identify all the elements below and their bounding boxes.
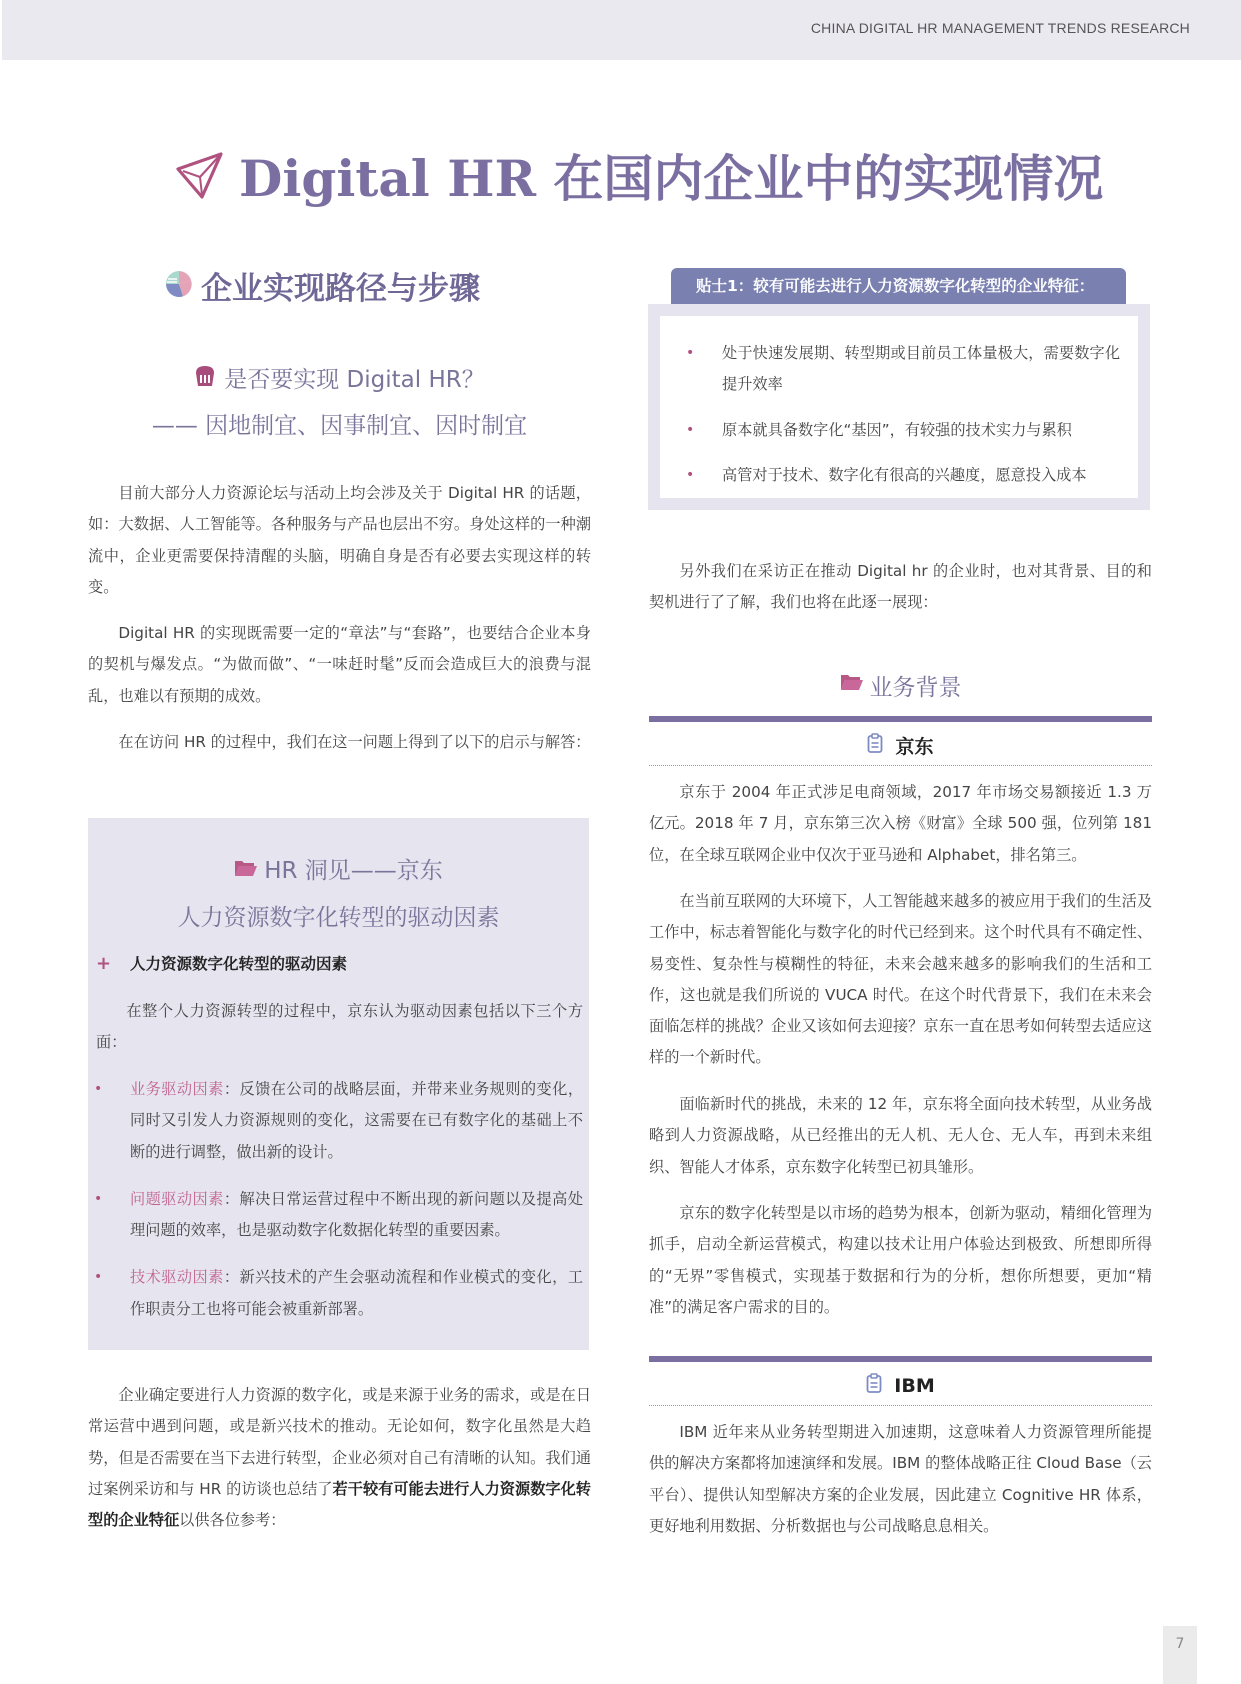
paper-plane-icon [175, 150, 225, 200]
insight-title-line2: 人力资源数字化转型的驱动因素 [177, 905, 500, 931]
question-line1: 是否要实现 Digital HR？ [224, 367, 485, 393]
list-item: • 处于快速发展期、转型期或目前员工体量极大，需要数字化提升效率 [680, 338, 1120, 401]
list-item: • 业务驱动因素：反馈在公司的战略层面，并带来业务规则的变化，同时又引发人力资源规则的变化，这需要在已有数字化的基础上不断的进行调整，做出新的设计。 [88, 1074, 583, 1168]
clipboard-icon [866, 1373, 882, 1398]
list-item: • 高管对于技术、数字化有很高的兴趣度，愿意投入成本 [680, 460, 1120, 491]
paragraph: 在当前互联网的大环境下，人工智能越来越多的被应用于我们的生活及工作中，标志着智能化与数字化的时代已经到来。这个时代具有不确定性、易变性、复杂性与模糊性的特征，未来会越来越多的影响我们的生活和工作，这也就是我们所说的 VUCA 时代。在这个时代背景下，我们在未来会面临怎样的挑战？企业又该如何去迎接？京东一直在思考如何转型去适应这样的一个新时代。 [649, 892, 1152, 1067]
page-title-text: Digital HR 在国内企业中的实现情况 [239, 149, 1104, 208]
bullet-icon: • [94, 1269, 103, 1286]
insight-intro: 在整个人力资源转型的过程中，京东认为驱动因素包括以下三个方面： [96, 1002, 583, 1052]
subsection-heading: 业务背景 [649, 665, 1152, 705]
tip-header: 贴士1：较有可能去进行人力资源数字化转型的企业特征： [671, 268, 1126, 304]
insight-title-line1: HR 洞见——京东 [264, 858, 443, 884]
paragraph: 另外我们在采访正在推动 Digital hr 的企业时，也对其背景、目的和契机进行了了解，我们也将在此逐一展现： [649, 562, 1152, 612]
paragraph: 在在访问 HR 的过程中，我们在这一问题上得到了以下的启示与解答： [118, 733, 591, 751]
section-heading-text: 企业实现路径与步骤 [201, 271, 480, 307]
paragraph: 目前大部分人力资源论坛与活动上均会涉及关于 Digital HR 的话题，如：大数据、人工智能等。各种服务与产品也层出不穷。身处这样的一种潮流中，企业更需要保持清醒的头脑，明确自身是否有必要去实现这样的转变。 [88, 484, 591, 596]
bullet-icon: • [686, 466, 695, 483]
bullet-icon: • [686, 345, 695, 361]
closing-paragraph: 企业确定要进行人力资源的数字化，或是来源于业务的需求，或是在日常运营中遇到问题，或是新兴技术的推动。无论如何，数字化虽然是大趋势，但是否需要在当下去进行转型，企业必须对自己有清晰的认知。我们通过案例采访和与 HR 的访谈也总结了若干较有可能去进行人力资源数字化转型的企业特征以供各位参考： [88, 1386, 591, 1530]
running-header-title: CHINA DIGITAL HR MANAGEMENT TRENDS RESEARCH [810, 20, 1190, 36]
bullet-icon: • [686, 421, 695, 438]
paragraph: Digital HR 的实现既需要一定的“章法”与“套路”，也要结合企业本身的契机与爆发点。“为做而做”、“一味赶时髦”反而会造成巨大的浪费与混乱，也难以有预期的成效。 [88, 624, 591, 705]
company-heading [649, 726, 1152, 766]
insight-subheading: + 人力资源数字化转型的驱动因素 [96, 952, 348, 974]
folder-icon [840, 672, 864, 698]
paragraph: 京东于 2004 年正式涉足电商领域，2017 年市场交易额接近 1.3 万亿元。2018 年 7 月，京东第三次入榜《财富》全球 500 强，位列第 181 位，在全球互联网企业中仅次于亚马逊和 Alphabet，排名第三。 [649, 783, 1152, 864]
page-number: 7 [1163, 1626, 1197, 1684]
bucket-icon [194, 357, 216, 403]
bullet-icon: • [94, 1081, 103, 1097]
clipboard-icon [867, 733, 883, 758]
list-item: • 问题驱动因素：解决日常运营过程中不断出现的新问题以及提高处理问题的效率，也是驱动数字化数据化转型的重要因素。 [88, 1184, 583, 1247]
driver-list [88, 1074, 583, 1341]
paragraph: 面临新时代的挑战，未来的 12 年，京东将全面向技术转型，从业务战略到人力资源战略，从已经推出的无人机、无人仓、无人车，再到未来组织、智能人才体系，京东数字化转型已初具雏形。 [649, 1095, 1152, 1176]
company-name: IBM [894, 1374, 935, 1397]
plus-icon: + [96, 952, 112, 974]
tip-box [648, 304, 1150, 510]
company-heading [649, 1366, 1152, 1406]
tip-list [680, 338, 1120, 491]
pie-chart-icon [165, 270, 193, 302]
section-heading [165, 263, 480, 308]
question-heading [88, 357, 591, 449]
running-header [2, 0, 1241, 60]
divider [649, 1356, 1152, 1362]
paragraph: IBM 近年来从业务转型期进入加速期，这意味着人力资源管理所能提供的解决方案都将加速演绎和发展。IBM 的整体战略正往 Cloud Base（云平台）、提供认知型解决方案的企业发展，因此建立 Cognitive HR 体系，更好地利用数据、分析数据也与公司战略息息相关。 [649, 1423, 1152, 1535]
paragraph: 京东的数字化转型是以市场的趋势为根本，创新为驱动，精细化管理为抓手，启动全新运营模式，构建以技术让用户体验达到极致、所想即所得的“无界”零售模式，实现基于数据和行为的分析，想你所想要，更加“精准”的满足客户需求的目的。 [649, 1204, 1152, 1316]
company-name: 京东 [895, 736, 934, 758]
folder-icon [234, 848, 258, 895]
bullet-icon: • [94, 1190, 103, 1207]
page-title [175, 140, 1103, 210]
divider [649, 716, 1152, 722]
question-line2: —— 因地制宜、因事制宜、因时制宜 [151, 413, 528, 439]
list-item: • 技术驱动因素：新兴技术的产生会驱动流程和作业模式的变化，工作职责分工也将可能会被重新部署。 [88, 1262, 583, 1325]
list-item: • 原本就具备数字化“基因”，有较强的技术实力与累积 [680, 415, 1120, 446]
